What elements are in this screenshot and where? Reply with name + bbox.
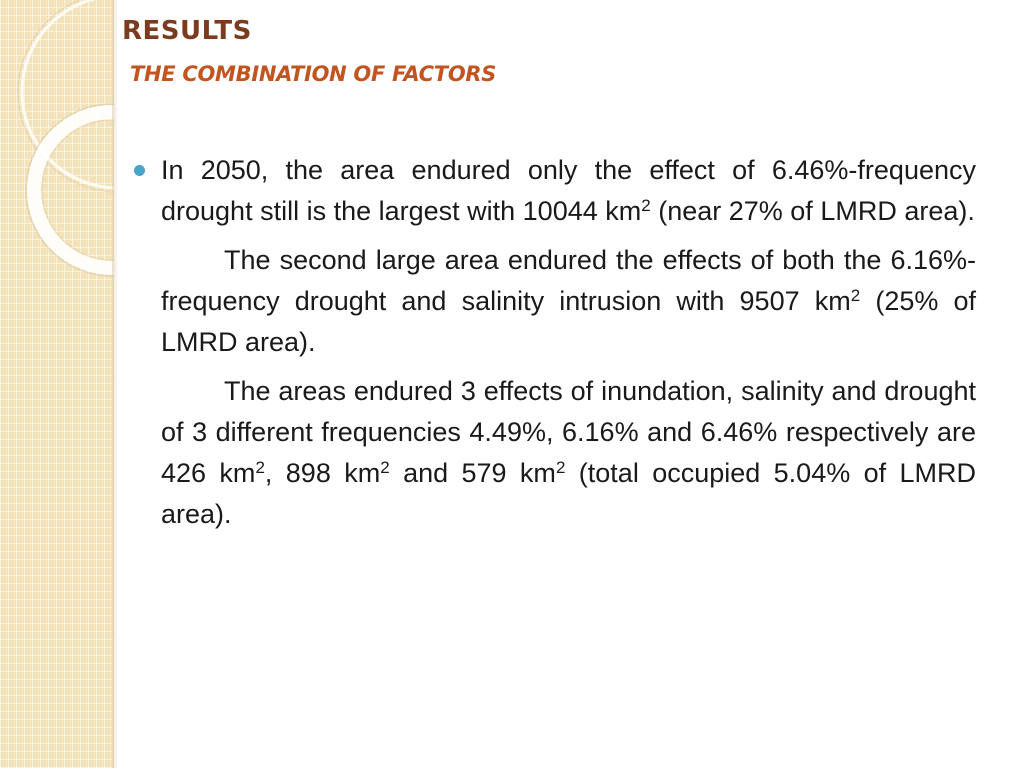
paragraph-text-part: The second large area endured the effects of both the 6.16%-frequency drought and salinity intrusion with 9507 km [161, 245, 976, 316]
paragraph-text-part: , 898 km [264, 458, 381, 488]
paragraph-text-part: The areas endured 3 effects of inundation, salinity and drought of 3 different frequencies 4.49%, 6.16% and 6.46% respectively are 426 km [161, 376, 976, 488]
side-decoration-panel [0, 0, 114, 768]
paragraph-text-part: (25% of LMRD area). [161, 286, 977, 357]
bullet-paragraph [134, 150, 976, 232]
superscript: 2 [555, 458, 566, 477]
slide-title: RESULTS [122, 16, 252, 46]
superscript: 2 [850, 286, 861, 305]
body-paragraph-3 [134, 371, 976, 535]
body-paragraph-2 [134, 240, 976, 363]
slide-body [134, 150, 976, 543]
decorative-circles [0, 0, 114, 768]
paragraph-text-part: and 579 km [389, 458, 556, 488]
bullet-icon [134, 165, 145, 176]
superscript: 2 [255, 458, 265, 477]
bullet-text-part: In 2050, the area endured only the effect of 6.46%-frequency drought still is the largest with 10044 km [161, 155, 976, 226]
superscript: 2 [380, 458, 390, 477]
side-panel-edge [112, 0, 118, 768]
slide-subtitle: THE COMBINATION OF FACTORS [130, 62, 497, 86]
bullet-text-part: (near 27% of LMRD area). [650, 196, 975, 226]
superscript: 2 [641, 196, 651, 215]
paragraph-text-part: (total occupied 5.04% of LMRD area). [161, 458, 977, 529]
